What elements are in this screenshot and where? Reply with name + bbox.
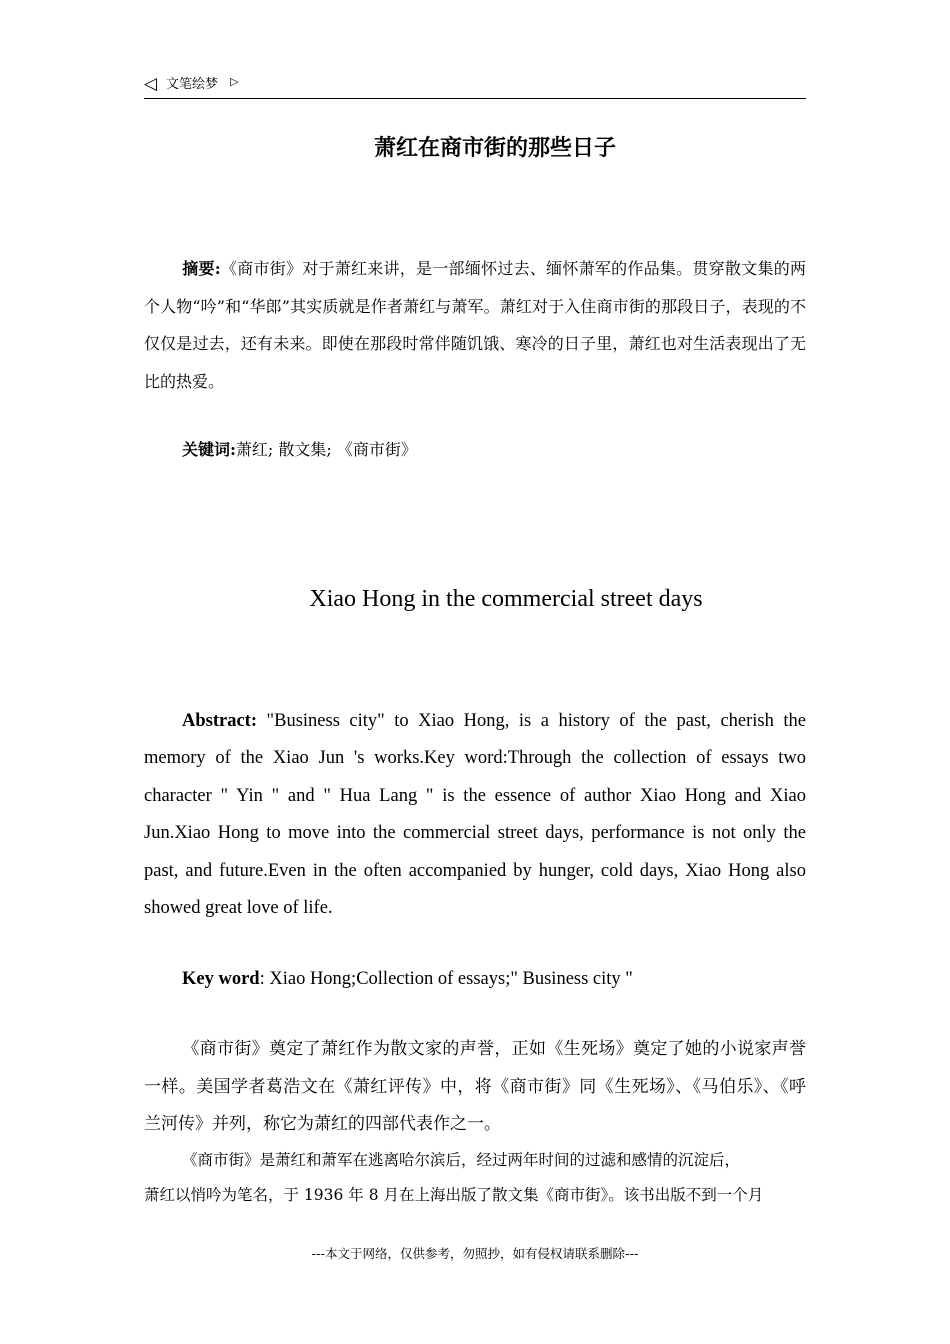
page-footer-notice: ---本文于网络，仅供参考，勿照抄，如有侵权请联系删除--- xyxy=(311,1246,639,1261)
english-abstract xyxy=(144,703,806,927)
body-paragraph-2 xyxy=(144,1143,824,1213)
body-paragraph-2-line-2: 萧红以悄吟为笔名，于 1936 年 8 月在上海出版了散文集《商市街》。该书出版不到一个月 xyxy=(144,1186,764,1204)
chinese-title: 萧红在商市街的那些日子 xyxy=(373,136,616,161)
body-paragraph-1 xyxy=(144,1031,806,1144)
body-paragraph-2-line-1: 《商市街》是萧红和萧军在逃离哈尔滨后，经过两年时间的过滤和感情的沉淀后， xyxy=(182,1151,741,1169)
english-abstract-label: Abstract: xyxy=(182,711,258,731)
english-title: Xiao Hong in the commercial street days xyxy=(309,586,703,612)
chinese-keywords xyxy=(144,431,806,469)
english-keywords xyxy=(144,961,806,998)
left-triangle-icon: ◁ xyxy=(144,74,158,94)
chinese-keywords-text: 萧红; 散文集; 《商市街》 xyxy=(235,440,417,459)
chinese-keywords-label: 关键词: xyxy=(182,440,236,459)
chinese-abstract xyxy=(144,250,806,400)
header-brand: 文笔绘梦 xyxy=(166,77,219,92)
right-triangle-icon: ▷ xyxy=(230,75,239,88)
english-abstract-text: "Business city" to Xiao Hong, is a history of the past, cherish the memory of the Xiao Jun 's works.Key word:Through the collection of essays two character " Yin " and " Hua Lang " is the essence of author Xiao Hong and Xiao Jun.Xiao Hong to move into the commercial street days, performance is not only the past, and future.Even in the often accompanied by hunger, cold days, Xiao Hong also showed great love of life. xyxy=(144,711,806,919)
page-header xyxy=(144,74,806,99)
chinese-abstract-label: 摘要: xyxy=(182,259,221,278)
english-keywords-text: : Xiao Hong;Collection of essays;" Business city " xyxy=(259,969,633,989)
body-paragraph-1-text: 《商市街》奠定了萧红作为散文家的声誉，正如《生死场》奠定了她的小说家声誉一样。美国学者葛浩文在《萧红评传》中，将《商市街》同《生死场》、《马伯乐》、《呼兰河传》并列，称它为萧红的四部代表作之一。 xyxy=(144,1039,806,1134)
english-keywords-label: Key word xyxy=(182,969,260,989)
chinese-abstract-text: 《商市街》对于萧红来讲，是一部缅怀过去、缅怀萧军的作品集。贯穿散文集的两个人物“吟”和“华郎”其实质就是作者萧红与萧军。萧红对于入住商市街的那段日子，表现的不仅仅是过去，还有未来。即使在那段时常伴随饥饿、寒冷的日子里，萧红也对生活表现出了无比的热爱。 xyxy=(144,259,806,391)
